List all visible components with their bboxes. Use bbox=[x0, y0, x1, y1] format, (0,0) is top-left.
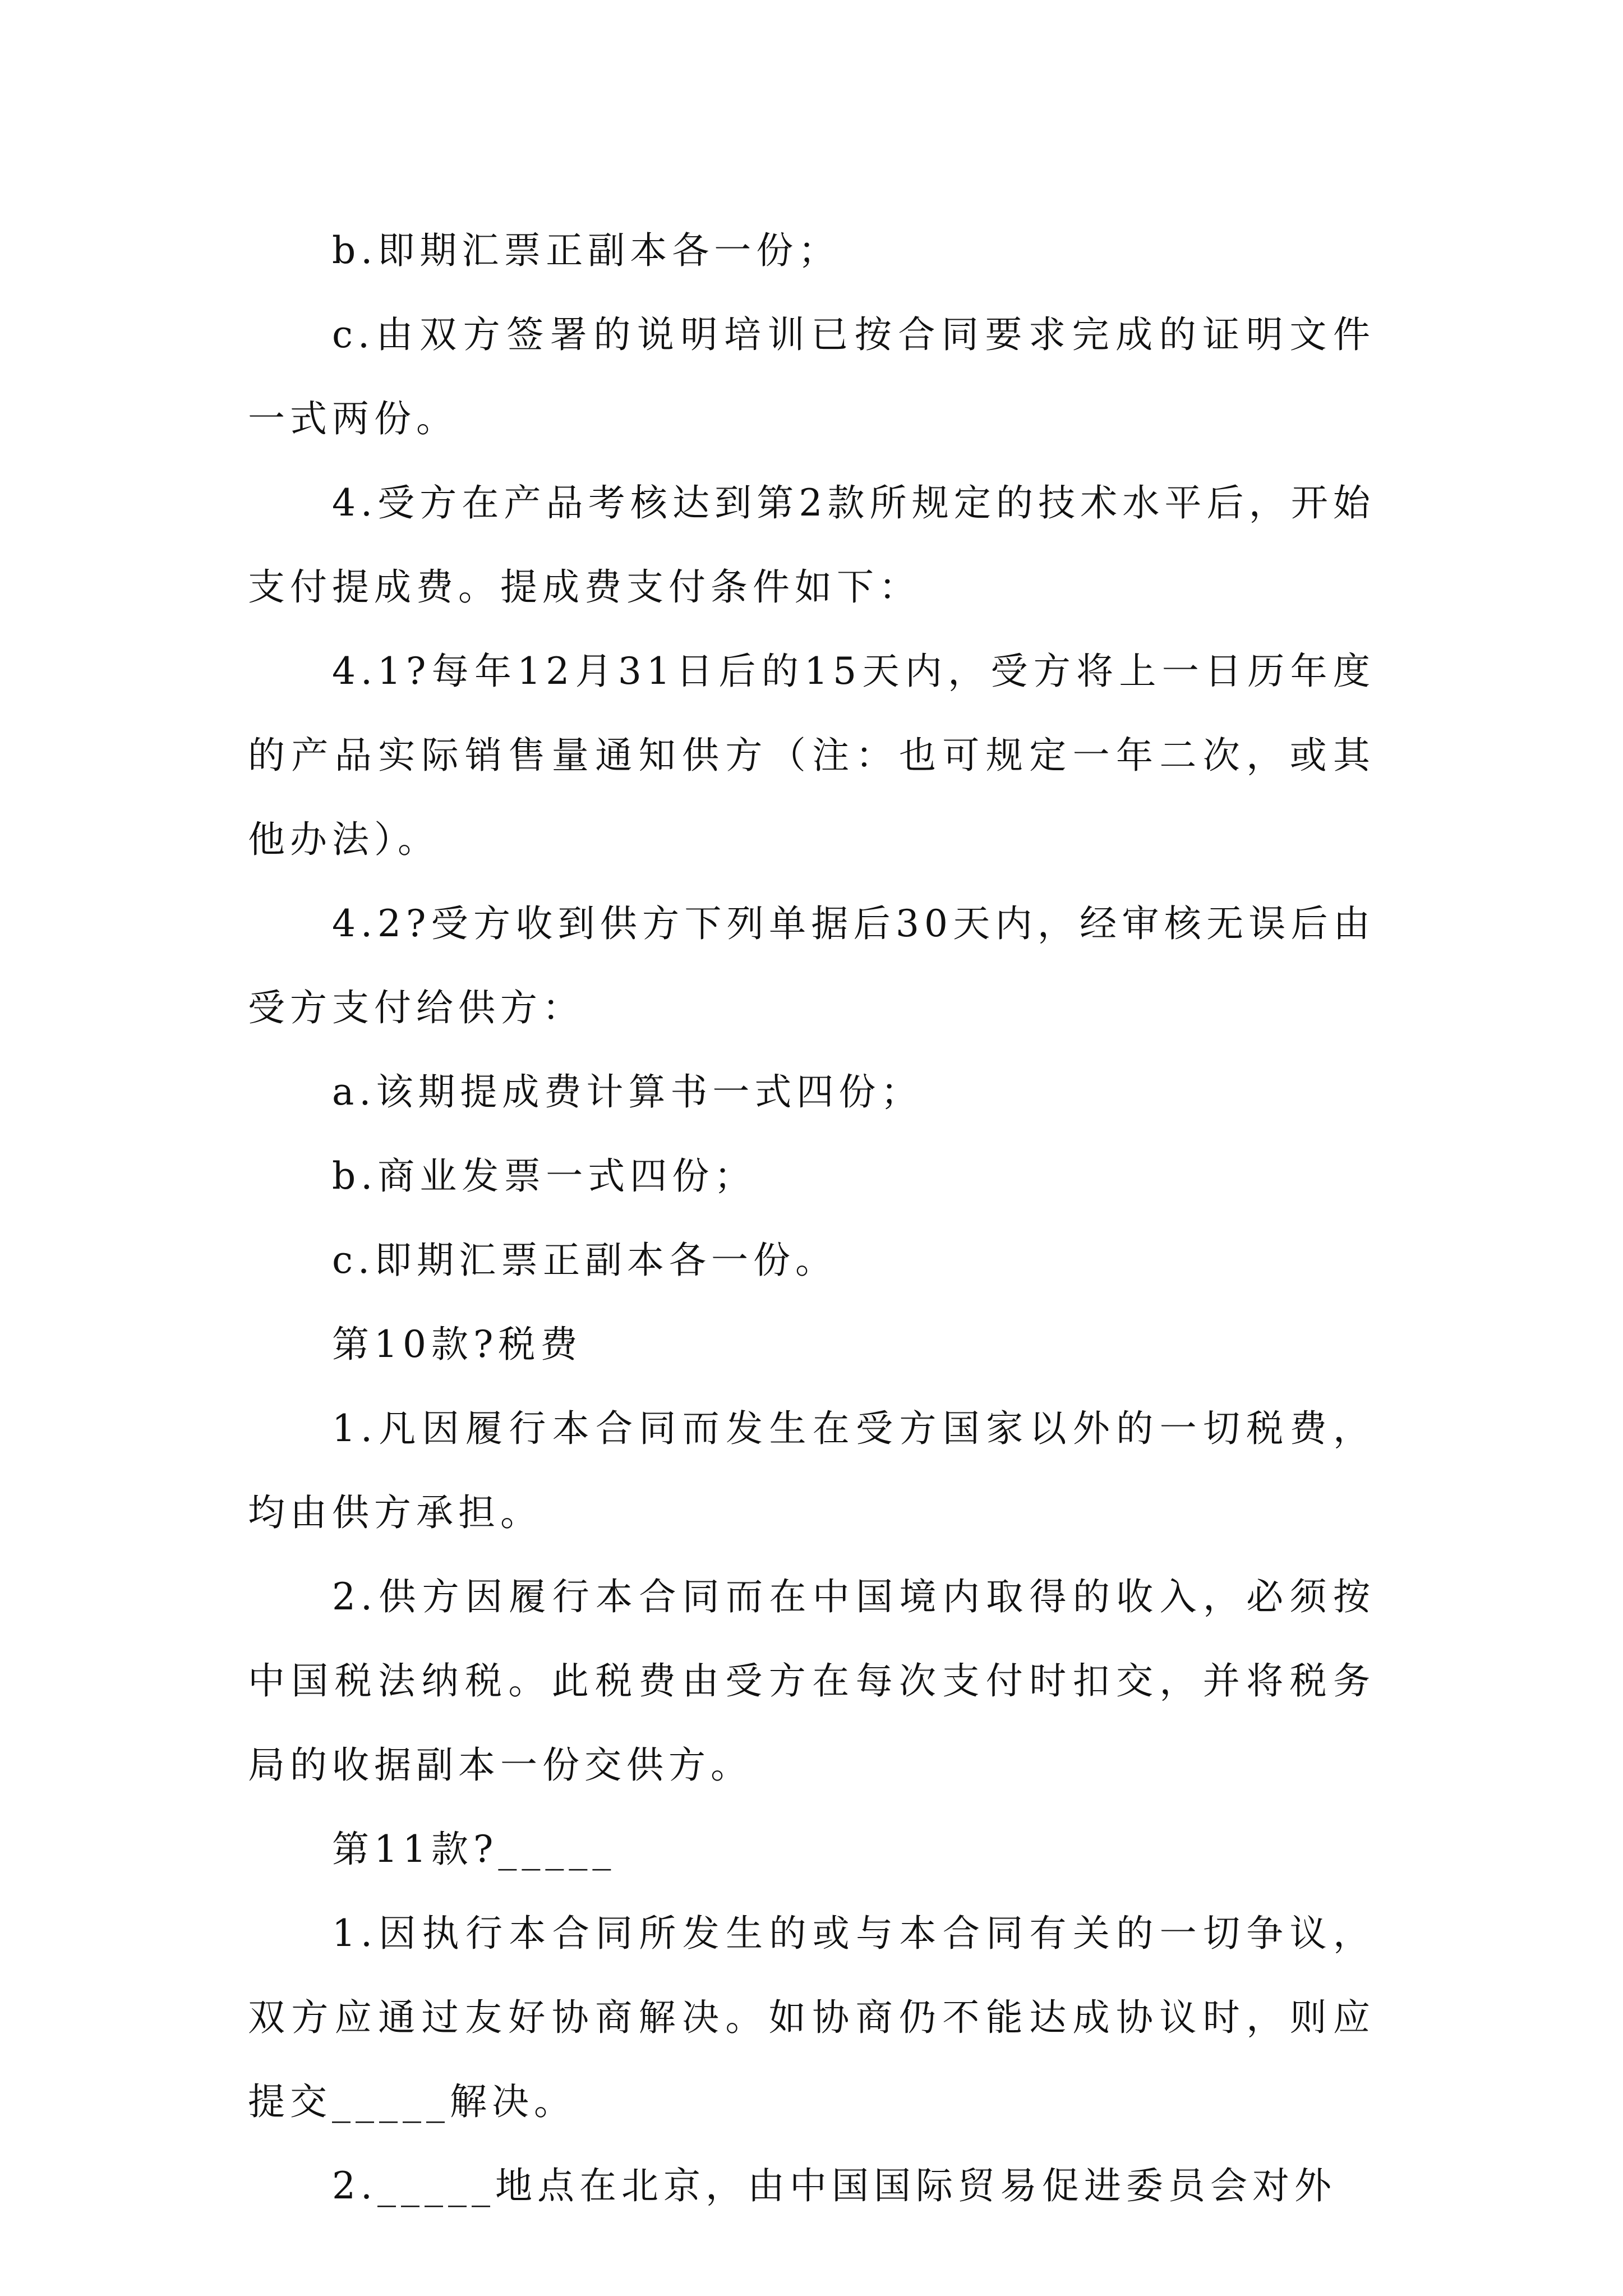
section-heading-taxes: 第10款?税费 bbox=[332, 1323, 583, 1366]
paragraph-china-taxes: 2.供方因履行本合同而在中国境内取得的收入，必须按中国税法纳税。此税费由受方在每次支付时扣交，并将税务局的收据副本一份交供方。 bbox=[248, 1575, 1375, 1787]
paragraph-sight-draft-copy: c.即期汇票正副本各一份。 bbox=[332, 1239, 837, 1282]
paragraph-foreign-taxes: 1.凡因履行本合同而发生在受方国家以外的一切税费，均由供方承担。 bbox=[248, 1407, 1375, 1534]
paragraph-royalty-statement: a.该期提成费计算书一式四份； bbox=[332, 1070, 923, 1114]
paragraph-commercial-invoice: b.商业发票一式四份； bbox=[332, 1154, 757, 1198]
paragraph-arbitration-venue: 2._____地点在北京，由中国国际贸易促进委员会对外 bbox=[332, 2164, 1336, 2207]
paragraph-sight-draft: b.即期汇票正副本各一份； bbox=[332, 229, 841, 272]
paragraph-payment-documents: 4.2?受方收到供方下列单据后30天内，经审核无误后由受方支付给供方： bbox=[248, 902, 1375, 1029]
paragraph-training-certificate: c.由双方签署的说明培训已按合同要求完成的证明文件一式两份。 bbox=[248, 313, 1375, 440]
document-body bbox=[248, 209, 1375, 2228]
paragraph-annual-sales-notice: 4.1?每年12月31日后的15天内，受方将上一日历年度的产品实际销售量通知供方（注：也可规定一年二次，或其他办法）。 bbox=[248, 650, 1375, 861]
paragraph-dispute-resolution: 1.因执行本合同所发生的或与本合同有关的一切争议，双方应通过友好协商解决。如协商仍不能达成协议时，则应提交_____解决。 bbox=[248, 1912, 1375, 2123]
section-heading-arbitration: 第11款?_____ bbox=[332, 1828, 616, 1871]
paragraph-royalty-start: 4.受方在产品考核达到第2款所规定的技术水平后，开始支付提成费。提成费支付条件如下： bbox=[248, 481, 1375, 609]
